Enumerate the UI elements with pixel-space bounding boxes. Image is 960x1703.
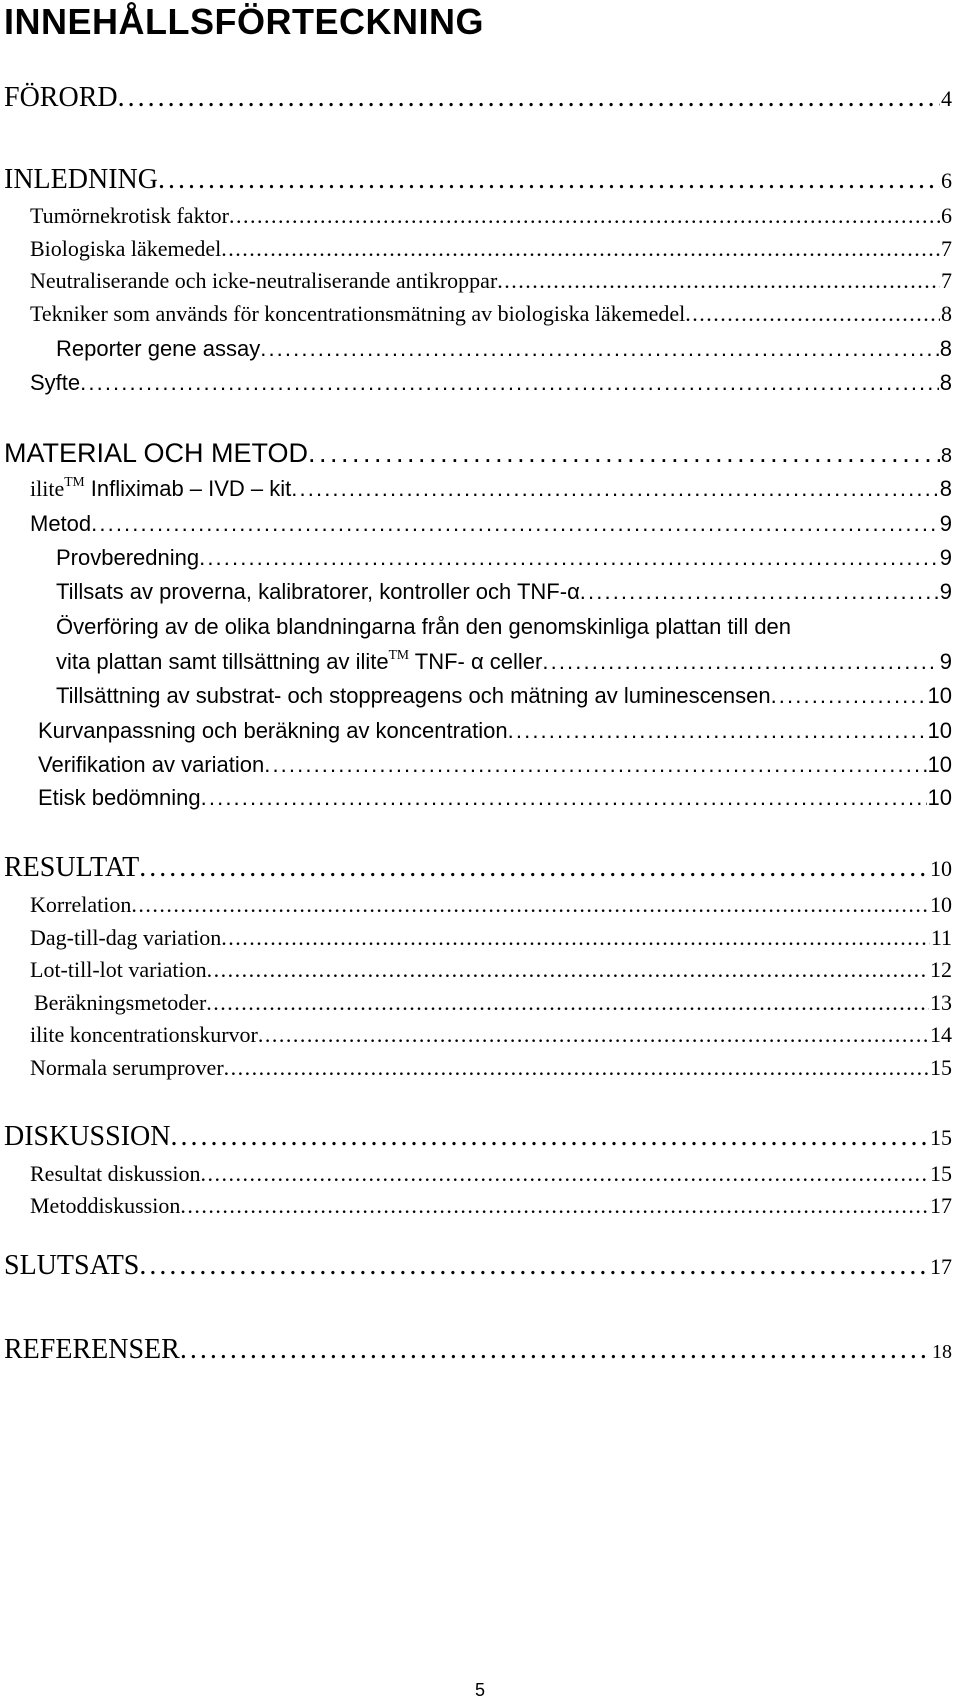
overforing-text: vita plattan samt tillsättning av ilite	[56, 649, 389, 674]
toc-entry-label: SLUTSATS	[4, 1250, 140, 1281]
dot-leader	[201, 1161, 929, 1187]
dot-leader	[291, 476, 938, 502]
dot-leader	[224, 1055, 929, 1081]
toc-entry-label	[56, 649, 542, 675]
dot-leader	[131, 892, 929, 918]
toc-entry-label: Syfte	[30, 370, 81, 395]
toc-entry-diskussion[interactable]	[4, 1121, 952, 1153]
dot-leader	[201, 785, 927, 811]
toc-entry-page: 7	[941, 268, 952, 293]
toc-entry-page: 8	[939, 476, 952, 501]
trademark-superscript: TM	[64, 476, 85, 489]
toc-entry-neutraliserande[interactable]	[30, 268, 952, 294]
dot-leader	[221, 925, 930, 951]
toc-entry-label: Lot-till-lot variation	[30, 957, 207, 982]
dot-leader	[221, 236, 940, 262]
toc-entry-label: Resultat diskussion	[30, 1161, 201, 1186]
dot-leader	[118, 82, 940, 114]
toc-entry-page: 10	[927, 752, 952, 777]
toc-entry-page: 12	[930, 957, 952, 982]
toc-entry-biologiska[interactable]	[30, 236, 952, 262]
toc-entry-label: Kurvanpassning och beräkning av koncentration	[38, 718, 508, 743]
toc-entry-page: 11	[930, 925, 952, 950]
dot-leader	[170, 1121, 929, 1153]
toc-entry-referenser[interactable]	[4, 1334, 952, 1366]
toc-entry-label: Verifikation av variation	[38, 752, 265, 777]
toc-entry-forord[interactable]	[4, 82, 952, 114]
toc-entry-verifikation[interactable]	[38, 752, 952, 778]
toc-entry-page: 6	[941, 203, 952, 228]
dot-leader	[207, 957, 929, 983]
toc-entry-page: 8	[939, 370, 952, 395]
toc-entry-page: 15	[930, 1125, 952, 1150]
toc-entry-lot[interactable]	[30, 957, 952, 983]
dot-leader	[260, 336, 939, 362]
toc-entry-page: 10	[927, 718, 952, 743]
toc-entry-label: Provberedning	[56, 545, 200, 570]
toc-entry-page: 18	[932, 1341, 952, 1363]
toc-entry-page: 9	[939, 545, 952, 570]
ilite-text: ilite	[30, 476, 65, 501]
toc-entry-tekniker[interactable]	[30, 301, 952, 327]
toc-entry-page: 8	[940, 445, 952, 467]
dot-leader	[80, 370, 939, 396]
toc-entry-label: MATERIAL OCH METOD	[4, 438, 309, 468]
toc-entry-label: Metod	[30, 511, 92, 536]
toc-entry-label: Biologiska läkemedel	[30, 236, 222, 261]
toc-entry-page: 9	[939, 649, 952, 674]
dot-leader	[199, 545, 939, 571]
dot-leader	[508, 718, 927, 744]
dot-leader	[91, 511, 939, 537]
toc-entry-dag[interactable]	[30, 925, 952, 951]
toc-entry-page: 8	[941, 301, 952, 326]
kit-text: Infliximab – IVD – kit	[84, 476, 292, 501]
toc-entry-page: 17	[930, 1254, 952, 1279]
dot-leader	[158, 164, 940, 196]
toc-entry-ilite-kurvor[interactable]	[30, 1022, 952, 1048]
toc-entry-kurvanpassning[interactable]	[38, 718, 952, 744]
toc-entry-overforing[interactable]	[56, 649, 952, 675]
toc-entry-normala[interactable]	[30, 1055, 952, 1081]
toc-entry-etisk[interactable]	[38, 785, 952, 811]
toc-entry-page: 9	[939, 511, 952, 536]
toc-entry-label: Tekniker som används för koncentrationsmätning av biologiska läkemedel	[30, 301, 686, 326]
dot-leader	[180, 1193, 929, 1219]
dot-leader	[229, 203, 940, 229]
dot-leader	[139, 1250, 929, 1282]
toc-entry-page: 10	[930, 892, 952, 917]
toc-entry-page: 4	[941, 86, 952, 111]
toc-entry-label	[30, 476, 291, 502]
toc-entry-page: 15	[930, 1161, 952, 1186]
toc-entry-resultat[interactable]	[4, 852, 952, 884]
toc-entry-label: Tillsättning av substrat- och stoppreagens och mätning av luminescensen	[56, 683, 771, 708]
toc-entry-slutsats[interactable]	[4, 1250, 952, 1282]
toc-entry-label: INLEDNING	[4, 164, 158, 195]
dot-leader	[139, 852, 929, 884]
toc-entry-page: 7	[941, 236, 952, 261]
dot-leader	[258, 1022, 929, 1048]
dot-leader	[180, 1334, 931, 1366]
dot-leader	[771, 683, 927, 709]
toc-entry-label: Korrelation	[30, 892, 132, 917]
toc-entry-page: 15	[930, 1055, 952, 1080]
toc-entry-label: Dag-till-dag variation	[30, 925, 222, 950]
toc-entry-tumornekrotisk[interactable]	[30, 203, 952, 229]
toc-entry-korrelation[interactable]	[30, 892, 952, 918]
toc-entry-page: 14	[930, 1022, 952, 1047]
toc-entry-label: Metoddiskussion	[30, 1193, 181, 1218]
toc-entry-tillsattning[interactable]	[56, 683, 952, 709]
dot-leader	[542, 649, 938, 675]
toc-entry-page: 9	[939, 579, 952, 604]
dot-leader	[580, 579, 939, 605]
toc-entry-material[interactable]	[4, 438, 952, 469]
toc-entry-label: Normala serumprover	[30, 1055, 224, 1080]
dot-leader	[497, 268, 940, 294]
toc-entry-page: 10	[930, 856, 952, 881]
toc-entry-label: Neutraliserande och icke-neutraliserande antikroppar	[30, 268, 498, 293]
toc-entry-label: Tumörnekrotisk faktor	[30, 203, 230, 228]
toc-title: INNEHÅLLSFÖRTECKNING	[4, 1, 484, 42]
toc-entry-page: 17	[930, 1193, 952, 1218]
toc-entry-provberedning[interactable]	[56, 545, 952, 571]
toc-entry-tillsats[interactable]	[56, 579, 952, 605]
toc-entry-label: FÖRORD	[4, 82, 118, 113]
toc-entry-label: Tillsats av proverna, kalibratorer, kontroller och TNF-α	[56, 579, 580, 604]
toc-entry-overforing-line1[interactable]: Överföring av de olika blandningarna från den genomskinliga plattan till den	[56, 614, 792, 639]
toc-entry-page: 8	[939, 336, 952, 361]
toc-entry-reporter[interactable]	[56, 336, 952, 362]
dot-leader	[206, 990, 929, 1016]
toc-entry-page: 6	[941, 168, 952, 193]
toc-entry-inledning[interactable]	[4, 164, 952, 196]
dot-leader	[264, 752, 926, 778]
toc-entry-label: DISKUSSION	[4, 1121, 171, 1152]
toc-entry-resultat-diskussion[interactable]	[30, 1161, 952, 1187]
toc-entry-page: 13	[930, 990, 952, 1015]
dot-leader	[685, 301, 940, 327]
toc-entry-label: RESULTAT	[4, 852, 140, 883]
toc-entry-page: 10	[927, 785, 952, 810]
toc-entry-page: 10	[927, 683, 952, 708]
toc-entry-syfte[interactable]	[30, 370, 952, 396]
toc-entry-metoddiskussion[interactable]	[30, 1193, 952, 1219]
toc-entry-berakning[interactable]	[34, 990, 952, 1016]
dot-leader	[308, 438, 940, 469]
toc-entry-label: Beräkningsmetoder	[34, 990, 207, 1015]
celler-text: TNF- α celler	[409, 649, 543, 674]
trademark-superscript: TM	[388, 649, 410, 662]
toc-entry-metod[interactable]	[30, 511, 952, 537]
toc-entry-label: Etisk bedömning	[38, 785, 201, 810]
toc-entry-ilite-kit[interactable]	[30, 476, 952, 502]
toc-entry-label: REFERENSER	[4, 1334, 180, 1365]
toc-entry-label: Reporter gene assay	[56, 336, 261, 361]
page-number: 5	[474, 1680, 485, 1700]
toc-entry-label: ilite koncentrationskurvor	[30, 1022, 258, 1047]
